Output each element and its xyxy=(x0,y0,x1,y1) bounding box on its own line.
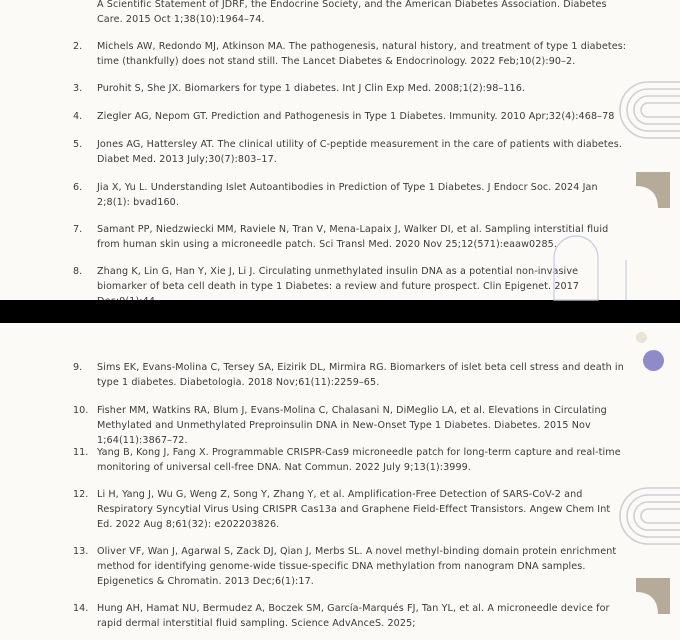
reference-text: Jones AG, Hattersley AT. The clinical utility of C-peptide measurement in the care of patients with diabetes. Diabet Med. 2013 July;30(7):803–17. xyxy=(97,139,623,165)
reference-number: 8. xyxy=(73,266,83,277)
reference-text: Li H, Yang J, Wu G, Weng Z, Song Y, Zhang Y, et al. Amplification-Free Detection of SARS-CoV-2 and Respiratory Syncytial Virus Using CRISPR Cas13a and Graphene Field-Effect Transistors. Angew Chem Int Ed. 2022 Aug 8;61(32): e202203826. xyxy=(97,489,611,530)
reference-number: 12. xyxy=(73,489,89,500)
reference-text: Jia X, Yu L. Understanding Islet Autoantibodies in Prediction of Type 1 Diabetes. J Endocr Soc. 2024 Jan 2;8(1): bvad160. xyxy=(97,182,598,208)
reference-text: Samant PP, Niedzwiecki MM, Raviele N, Tran V, Mena-Lapaix J, Walker DI, et al. Sampling interstitial fluid from human skin using a microneedle patch. Sci Transl Med. 2020 Nov 25;12(571):eaaw0285. xyxy=(97,224,609,250)
reference-number: 7. xyxy=(73,224,83,235)
reference-number: 4. xyxy=(73,111,83,122)
reference-text: Hung AH, Hamat NU, Bermudez A, Boczek SM, García-Marqués FJ, Tan YL, et al. A microneedle device for rapid dermal interstitial fluid sampling. Science AdvAnceS. 2025; xyxy=(97,603,610,629)
reference-text: Ziegler AG, Nepom GT. Prediction and Pathogenesis in Type 1 Diabetes. Immunity. 2010 Apr;32(4):468–78 xyxy=(97,111,615,122)
reference-text: Purohit S, She JX. Biomarkers for type 1 diabetes. Int J Clin Exp Med. 2008;1(2):98–116. xyxy=(97,83,526,94)
reference-number: 14. xyxy=(73,603,89,614)
concentric-ring-decoration-top xyxy=(616,78,680,142)
reference-number: 5. xyxy=(73,139,83,150)
reference-1-continued: A Scientific Statement of JDRF, the Endocrine Society, and the American Diabetes Association. Diabetes Care. 2015 Oct 1;38(10):1964–74. xyxy=(97,0,607,25)
purple-dot xyxy=(643,350,664,371)
reference-number: 3. xyxy=(73,83,83,94)
page-break-band xyxy=(0,300,680,323)
reference-text: Yang B, Kong J, Fang X. Programmable CRISPR-Cas9 microneedle patch for long-term capture and real-time monitoring of universal cell-free DNA. Nat Commun. 2022 July 9;13(1):3999. xyxy=(97,447,621,473)
reference-text: Zhang K, Lin G, Han Y, Xie J, Li J. Circulating unmethylated insulin DNA as a potential non-invasive biomarker of beta cell death in type 1 Diabetes: a review and future prospect. Clin Epigenet. 2017 xyxy=(97,266,580,292)
reference-number: 6. xyxy=(73,182,83,193)
tan-corner-shape-bottom xyxy=(636,578,670,614)
reference-text: Michels AW, Redondo MJ, Atkinson MA. The pathogenesis, natural history, and treatment of type 1 diabetes: time (thankfully) does not stand still. The Lancet Diabetes & Endocrinology. 2022 Feb;10(2):90–2. xyxy=(97,41,627,67)
reference-text: Oliver VF, Wan J, Agarwal S, Zack DJ, Qian J, Merbs SL. A novel methyl-binding domain protein enrichment method for identifying genome-wide tissue-specific DNA methylation from nanogram DNA samples. Epigenetics & Chromatin. 2013 Dec;6(1):17. xyxy=(97,546,617,587)
concentric-ring-decoration-bottom xyxy=(616,484,680,548)
reference-number: 13. xyxy=(73,546,89,557)
reference-text: Sims EK, Evans-Molina C, Tersey SA, Eizirik DL, Mirmira RG. Biomarkers of islet beta cell stress and death in type 1 diabetes. Diabetologia. 2018 Nov;61(11):2259–65. xyxy=(97,362,624,388)
tan-corner-shape-top xyxy=(636,172,670,208)
arch-outline-decoration xyxy=(551,234,629,302)
cream-dot xyxy=(636,332,647,343)
reference-text: Fisher MM, Watkins RA, Blum J, Evans-Molina C, Chalasani N, DiMeglio LA, et al. Elevations in Circulating Methylated and Unmethylated Preproinsulin DNA in New-Onset Type 1 Diabetes. Diabetes. 2015 Nov 1;64(11):3867–72. xyxy=(97,405,607,446)
reference-number: 9. xyxy=(73,362,83,373)
reference-number: 2. xyxy=(73,41,83,52)
reference-number: 11. xyxy=(73,447,89,458)
reference-number: 10. xyxy=(73,405,89,416)
